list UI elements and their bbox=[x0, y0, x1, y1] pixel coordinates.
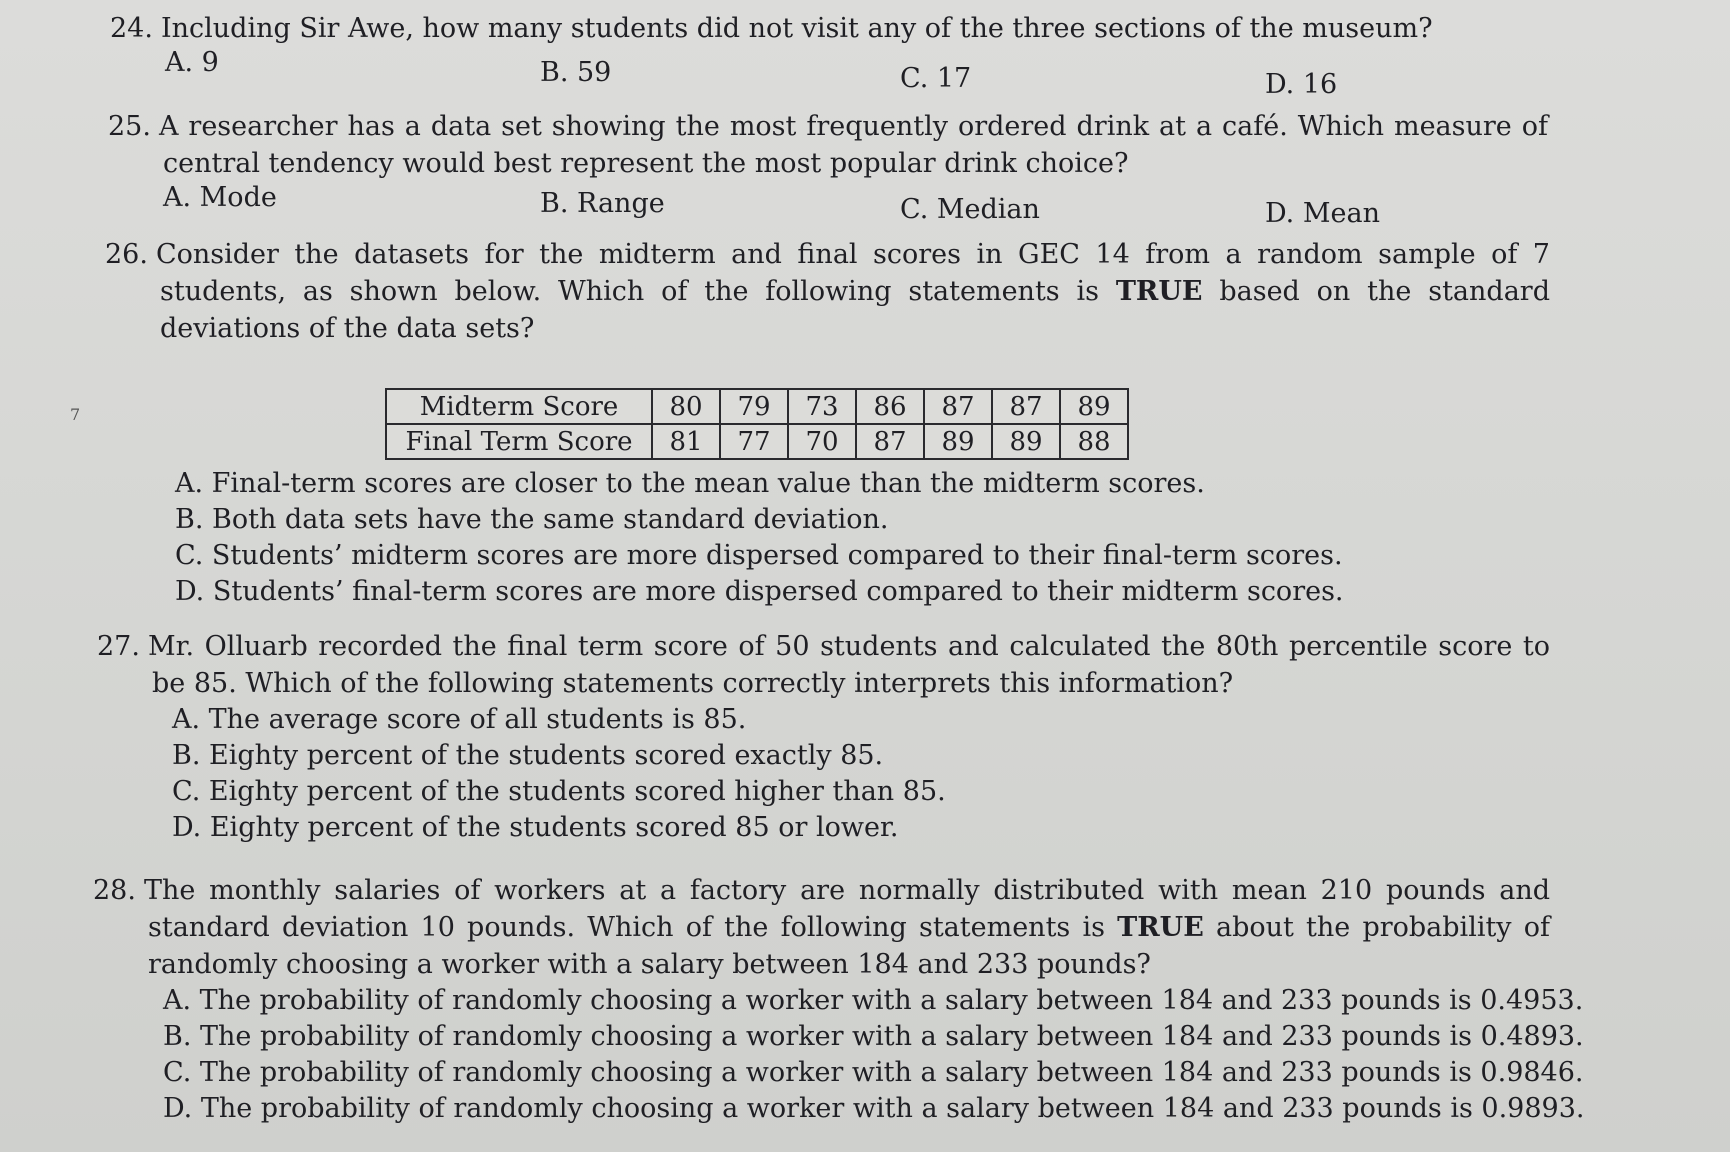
table-cell: 86 bbox=[856, 389, 924, 424]
question-24-text: 24. Including Sir Awe, how many students did not visit any of the three sections of the museum? bbox=[110, 13, 1433, 44]
margin-mark: 7 bbox=[70, 405, 81, 424]
table-cell: 89 bbox=[1060, 389, 1128, 424]
option-c: C. Median bbox=[900, 194, 1040, 225]
question-25 bbox=[108, 108, 1548, 229]
question-27-text: 27. Mr. Olluarb recorded the final term score of 50 students and calculated the 80th percentile score to be 85. Which of the following statements correctly interprets this information? bbox=[97, 631, 1550, 699]
question-28 bbox=[93, 872, 1585, 1127]
question-number: 28. bbox=[93, 875, 136, 906]
question-28-options bbox=[93, 983, 1585, 1127]
question-26-text: 26. Consider the datasets for the midterm and final scores in GEC 14 from a random sample of 7 students, as shown below. Which of the following statements is TRUE based on the standard deviations of the data sets? bbox=[105, 239, 1550, 344]
table-cell: 87 bbox=[992, 389, 1060, 424]
option-a: A. The probability of randomly choosing a worker with a salary between 184 and 233 pounds is 0.4953. bbox=[163, 985, 1584, 1016]
question-25-text: 25. A researcher has a data set showing the most frequently ordered drink at a café. Which measure of central tendency would best represent the most popular drink choice? bbox=[108, 111, 1548, 179]
option-a: A. The average score of all students is 85. bbox=[172, 704, 747, 735]
table-row bbox=[386, 424, 1128, 459]
table-cell: 80 bbox=[652, 389, 720, 424]
question-26 bbox=[105, 236, 1550, 347]
question-26-options bbox=[175, 466, 1344, 610]
row-label: Final Term Score bbox=[386, 424, 652, 459]
option-b: B. Both data sets have the same standard deviation. bbox=[175, 504, 889, 535]
option-d: D. Eighty percent of the students scored 85 or lower. bbox=[172, 812, 899, 843]
table-cell: 87 bbox=[924, 389, 992, 424]
table-cell: 79 bbox=[720, 389, 788, 424]
question-25-options bbox=[108, 182, 1548, 229]
emphasis-true: TRUE bbox=[1115, 276, 1203, 307]
table-cell: 73 bbox=[788, 389, 856, 424]
option-a: A. 9 bbox=[165, 47, 219, 78]
question-number: 26. bbox=[105, 239, 148, 270]
question-27 bbox=[97, 628, 1550, 846]
option-b: B. Eighty percent of the students scored exactly 85. bbox=[172, 740, 884, 771]
table-cell: 81 bbox=[652, 424, 720, 459]
option-c: C. 17 bbox=[900, 63, 972, 94]
table-cell: 89 bbox=[992, 424, 1060, 459]
option-d: D. 16 bbox=[1265, 69, 1338, 100]
question-28-text: 28. The monthly salaries of workers at a factory are normally distributed with mean 210 pounds and standard deviation 10 pounds. Which of the following statements is TRUE about the probability of randomly choosing a worker with a salary between 184 and 233 pounds? bbox=[93, 875, 1550, 980]
option-b: B. Range bbox=[540, 188, 665, 219]
option-a: A. Final-term scores are closer to the mean value than the midterm scores. bbox=[175, 468, 1205, 499]
table-cell: 89 bbox=[924, 424, 992, 459]
option-c: C. The probability of randomly choosing a worker with a salary between 184 and 233 pounds is 0.9846. bbox=[163, 1057, 1584, 1088]
emphasis-true: TRUE bbox=[1117, 912, 1204, 943]
option-d: D. The probability of randomly choosing a worker with a salary between 184 and 233 pounds is 0.9893. bbox=[163, 1093, 1585, 1124]
question-24 bbox=[110, 10, 1560, 100]
row-label: Midterm Score bbox=[386, 389, 652, 424]
table-row bbox=[386, 389, 1128, 424]
scores-table bbox=[385, 388, 1129, 460]
question-number: 25. bbox=[108, 111, 151, 142]
option-d: D. Mean bbox=[1265, 198, 1380, 229]
option-c: C. Students’ midterm scores are more dispersed compared to their final-term scores. bbox=[175, 540, 1343, 571]
table-cell: 77 bbox=[720, 424, 788, 459]
option-a: A. Mode bbox=[163, 182, 277, 213]
option-b: B. 59 bbox=[540, 57, 612, 88]
option-d: D. Students’ final-term scores are more dispersed compared to their midterm scores. bbox=[175, 576, 1344, 607]
question-number: 27. bbox=[97, 631, 140, 662]
table-cell: 88 bbox=[1060, 424, 1128, 459]
option-b: B. The probability of randomly choosing a worker with a salary between 184 and 233 pounds is 0.4893. bbox=[163, 1021, 1584, 1052]
table-cell: 70 bbox=[788, 424, 856, 459]
question-27-options bbox=[97, 702, 1550, 846]
question-number: 24. bbox=[110, 13, 153, 44]
question-24-options bbox=[110, 47, 1560, 100]
table-cell: 87 bbox=[856, 424, 924, 459]
option-c: C. Eighty percent of the students scored higher than 85. bbox=[172, 776, 946, 807]
